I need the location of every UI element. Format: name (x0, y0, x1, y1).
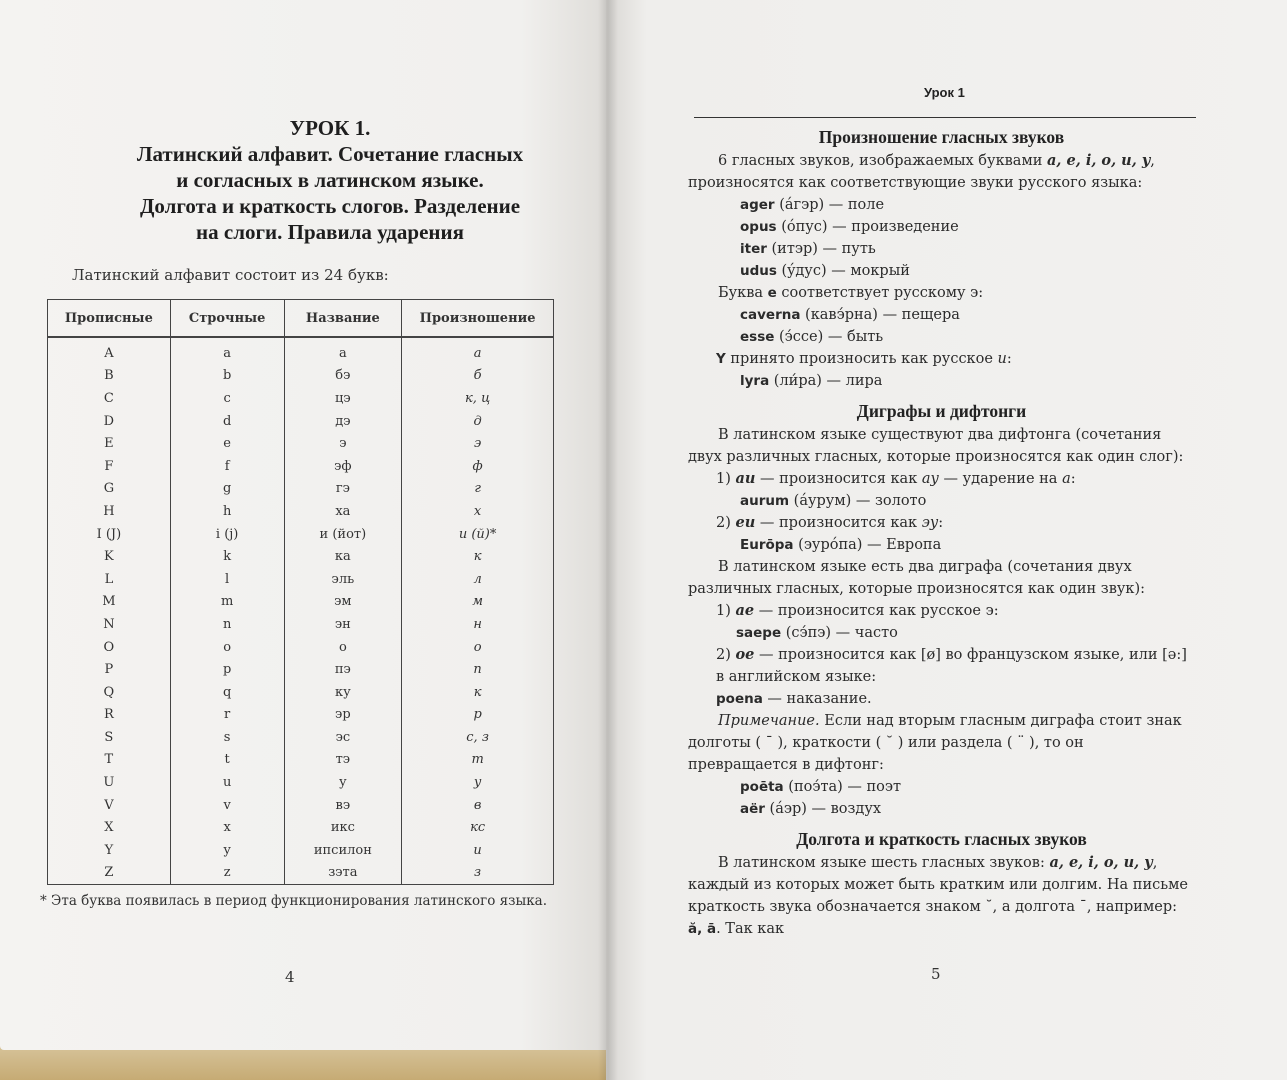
note-label: Примечание. (718, 713, 820, 729)
digraph: ae (735, 602, 755, 619)
text: — ударение на (938, 471, 1063, 487)
example-text: (áгэр) — поле (774, 197, 885, 213)
latin-word: esse (740, 329, 775, 345)
table-row (48, 681, 554, 704)
table-row (48, 455, 554, 478)
cell-lowercase: a (170, 337, 284, 365)
cell-lowercase: m (170, 591, 284, 614)
paragraph (688, 282, 1195, 304)
cell-uppercase: P (48, 658, 171, 681)
latin-word: aurum (740, 493, 790, 509)
title-line: на слоги. Правила ударения (196, 220, 464, 244)
cell-pronunciation: к (402, 545, 554, 568)
cell-lowercase: r (170, 704, 284, 727)
cell-pronunciation: в (402, 794, 554, 817)
cell-uppercase: M (48, 591, 171, 614)
table-row (48, 568, 554, 591)
table-row (48, 658, 554, 681)
cell-uppercase: H (48, 500, 171, 523)
cell-name: эр (284, 704, 402, 727)
text: Если над вторым гласным диграфа стоит знак долготы ( ¯ ), краткости ( ˘ ) или раздела ( ¨ ), то он превращается в дифтонг: (688, 713, 1182, 773)
latin-word: saepe (736, 625, 782, 641)
example (688, 304, 1195, 326)
cell-lowercase: f (170, 455, 284, 478)
example (688, 798, 1195, 820)
table-row (48, 636, 554, 659)
lesson-title (60, 115, 600, 245)
latin-word: poena (716, 691, 763, 707)
table-row (48, 771, 554, 794)
cell-lowercase: s (170, 726, 284, 749)
list-item (688, 600, 1195, 622)
cell-uppercase: R (48, 704, 171, 727)
title-line: и согласных в латинском языке. (176, 168, 484, 192)
cell-lowercase: x (170, 816, 284, 839)
cell-lowercase: e (170, 432, 284, 455)
text: 1) (716, 471, 736, 487)
note (688, 710, 1195, 776)
paragraph (688, 348, 1195, 370)
cell-uppercase: X (48, 816, 171, 839)
page-number-left: 4 (285, 968, 295, 986)
table-row (48, 478, 554, 501)
cell-uppercase: C (48, 387, 171, 410)
example (688, 534, 1195, 556)
table-row (48, 545, 554, 568)
cell-pronunciation: л (402, 568, 554, 591)
paragraph (688, 150, 1195, 194)
cell-lowercase: y (170, 839, 284, 862)
section-title-vowels: Произношение гласных звуков (818, 127, 1065, 147)
text: Буква (718, 285, 768, 301)
cell-pronunciation: н (402, 613, 554, 636)
cell-lowercase: c (170, 387, 284, 410)
cell-pronunciation: э (402, 432, 554, 455)
example-text: (ли́ра) — лира (769, 373, 883, 389)
latin-word: aër (740, 801, 765, 817)
header-name: Название (284, 300, 402, 338)
example-text: (эурóпа) — Европа (793, 537, 942, 553)
table-row (48, 591, 554, 614)
cell-pronunciation: кс (402, 816, 554, 839)
table-row (48, 816, 554, 839)
example (688, 216, 1195, 238)
section-title-length: Долгота и краткость гласных звуков (796, 829, 1087, 849)
cell-uppercase: Q (48, 681, 171, 704)
example-text: (óпус) — произведение (776, 219, 959, 235)
table-row (48, 500, 554, 523)
example-text: (поэ́та) — поэт (783, 779, 902, 795)
cell-name: эн (284, 613, 402, 636)
cell-lowercase: p (170, 658, 284, 681)
sound: и (997, 351, 1007, 367)
text: — произносится как [ø] во французском языке, или [ə:] в английском языке: (716, 647, 1187, 685)
cell-pronunciation: з (402, 862, 554, 885)
cell-uppercase: E (48, 432, 171, 455)
section-title-digraphs: Диграфы и дифтонги (856, 401, 1027, 421)
table-row (48, 704, 554, 727)
header-rule (694, 117, 1196, 118)
book-spine-shadow (598, 0, 618, 1080)
cell-name: и (йот) (284, 523, 402, 546)
left-page (0, 0, 612, 1050)
table-row (48, 337, 554, 365)
text: — произносится как (755, 471, 922, 487)
latin-word: ager (740, 197, 775, 213)
digraph: eu (735, 514, 756, 531)
paragraph (688, 852, 1195, 940)
alphabet-table-body (48, 337, 554, 885)
cell-name: ипсилон (284, 839, 402, 862)
cell-uppercase: U (48, 771, 171, 794)
cell-name: ку (284, 681, 402, 704)
example-text: (áурум) — золото (789, 493, 927, 509)
cell-uppercase: S (48, 726, 171, 749)
example-text: (сэ́пэ) — часто (781, 625, 898, 641)
title-line: Долгота и краткость слогов. Разделение (139, 194, 521, 218)
sound: а (1062, 471, 1071, 487)
example-text: (итэр) — путь (766, 241, 876, 257)
alphabet-intro: Латинский алфавит состоит из 24 букв: (72, 266, 389, 284)
text: : (938, 515, 944, 531)
title-line: Латинский алфавит. Сочетание гласных (136, 142, 524, 166)
list-item (688, 468, 1195, 490)
table-row (48, 839, 554, 862)
cell-uppercase: K (48, 545, 171, 568)
cell-lowercase: t (170, 749, 284, 772)
cell-lowercase: i (j) (170, 523, 284, 546)
table-row (48, 365, 554, 388)
cell-name: дэ (284, 410, 402, 433)
letters: a, e, i, o, u, y (1047, 152, 1151, 169)
right-page-content (688, 124, 1195, 940)
cell-uppercase: O (48, 636, 171, 659)
cell-pronunciation: к (402, 681, 554, 704)
latin-word: Eurōpa (740, 537, 794, 553)
table-row (48, 410, 554, 433)
examples: ă, ā (688, 921, 717, 937)
letter: Y (716, 351, 726, 367)
cell-pronunciation: х (402, 500, 554, 523)
cell-uppercase: I (J) (48, 523, 171, 546)
cell-uppercase: D (48, 410, 171, 433)
cell-name: эф (284, 455, 402, 478)
example (688, 194, 1195, 216)
cell-name: гэ (284, 478, 402, 501)
cell-lowercase: n (170, 613, 284, 636)
text: . Так как (716, 921, 785, 937)
paragraph: В латинском языке существуют два дифтонга (сочетания двух различных гласных, которые произносятся как один слог): (688, 427, 1184, 465)
cell-lowercase: z (170, 862, 284, 885)
cell-uppercase: V (48, 794, 171, 817)
cell-uppercase: A (48, 337, 171, 365)
cell-name: бэ (284, 365, 402, 388)
cell-lowercase: b (170, 365, 284, 388)
table-row (48, 794, 554, 817)
cell-lowercase: l (170, 568, 284, 591)
cell-uppercase: Y (48, 839, 171, 862)
cell-uppercase: Z (48, 862, 171, 885)
text: : (1070, 471, 1076, 487)
text: , произносятся как соответствующие звуки русского языка: (688, 153, 1155, 191)
latin-word: iter (740, 241, 767, 257)
text: принято произносить как русское (725, 351, 998, 367)
example (688, 688, 1195, 710)
text: , каждый из которых может быть кратким или долгим. На письме краткость звука обозначается знаком ˘, а долгота ¯, например: (688, 855, 1188, 915)
cell-pronunciation: д (402, 410, 554, 433)
text: 2) (716, 647, 736, 663)
paragraph: В латинском языке есть два диграфа (сочетания двух различных гласных, которые произносятся как один звук): (688, 559, 1146, 597)
cell-name: эс (284, 726, 402, 749)
text: соответствует русскому э: (776, 285, 984, 301)
list-item (688, 512, 1195, 534)
cell-lowercase: h (170, 500, 284, 523)
example (688, 370, 1195, 392)
cell-pronunciation: и (й)* (402, 523, 554, 546)
cell-pronunciation: о (402, 636, 554, 659)
example-text: (э́ссе) — быть (774, 329, 884, 345)
cell-pronunciation: б (402, 365, 554, 388)
cell-pronunciation: г (402, 478, 554, 501)
letters: a, e, i, o, u, y (1049, 854, 1153, 871)
cell-pronunciation: ф (402, 455, 554, 478)
table-row (48, 387, 554, 410)
header-pronunciation: Произношение (402, 300, 554, 338)
cell-name: о (284, 636, 402, 659)
example-text: (ýдус) — мокрый (776, 263, 910, 279)
example-text: (кавэ́рна) — пещера (800, 307, 960, 323)
running-head: Урок 1 (924, 85, 965, 100)
cell-name: зэта (284, 862, 402, 885)
cell-lowercase: v (170, 794, 284, 817)
example (688, 260, 1195, 282)
cell-name: эм (284, 591, 402, 614)
cell-name: эль (284, 568, 402, 591)
example (688, 622, 1195, 644)
digraph: au (735, 470, 756, 487)
latin-word: caverna (740, 307, 801, 323)
latin-word: udus (740, 263, 777, 279)
table-row (48, 523, 554, 546)
cell-lowercase: d (170, 410, 284, 433)
table-row (48, 726, 554, 749)
table-row (48, 432, 554, 455)
cell-name: у (284, 771, 402, 794)
page-number-right: 5 (931, 965, 941, 983)
text: 6 гласных звуков, изображаемых буквами (718, 153, 1047, 169)
letter: e (767, 285, 777, 301)
cell-name: э (284, 432, 402, 455)
cell-pronunciation: п (402, 658, 554, 681)
table-row (48, 862, 554, 885)
text: В латинском языке шесть гласных звуков: (718, 855, 1050, 871)
header-uppercase: Прописные (48, 300, 171, 338)
latin-word: poēta (740, 779, 784, 795)
cell-uppercase: N (48, 613, 171, 636)
title-line: УРОК 1. (289, 116, 371, 140)
cell-lowercase: q (170, 681, 284, 704)
cell-name: а (284, 337, 402, 365)
latin-word: opus (740, 219, 777, 235)
latin-word: lyra (740, 373, 770, 389)
cell-uppercase: F (48, 455, 171, 478)
cell-uppercase: G (48, 478, 171, 501)
text: 2) (716, 515, 736, 531)
example (688, 238, 1195, 260)
cell-pronunciation: а (402, 337, 554, 365)
sound: эу (921, 515, 939, 531)
header-lowercase: Строчные (170, 300, 284, 338)
cell-lowercase: k (170, 545, 284, 568)
text: — произносится как (755, 515, 922, 531)
text: 1) (716, 603, 736, 619)
example (688, 326, 1195, 348)
table-row (48, 749, 554, 772)
table-header-row (48, 300, 554, 338)
cell-lowercase: u (170, 771, 284, 794)
cell-pronunciation: у (402, 771, 554, 794)
cell-lowercase: o (170, 636, 284, 659)
cell-name: ка (284, 545, 402, 568)
example (688, 490, 1195, 512)
cell-pronunciation: к, ц (402, 387, 554, 410)
cell-name: икс (284, 816, 402, 839)
cell-pronunciation: и (402, 839, 554, 862)
cell-pronunciation: т (402, 749, 554, 772)
alphabet-table (47, 299, 554, 885)
cell-name: пэ (284, 658, 402, 681)
cell-uppercase: T (48, 749, 171, 772)
cell-name: ха (284, 500, 402, 523)
text: — произносится как русское э: (754, 603, 999, 619)
cell-name: вэ (284, 794, 402, 817)
cell-uppercase: B (48, 365, 171, 388)
text: : (1006, 351, 1012, 367)
example-text: (áэр) — воздух (764, 801, 882, 817)
digraph: oe (735, 646, 755, 663)
example (688, 776, 1195, 798)
cell-pronunciation: м (402, 591, 554, 614)
cell-uppercase: L (48, 568, 171, 591)
cell-lowercase: g (170, 478, 284, 501)
cell-name: тэ (284, 749, 402, 772)
cell-name: цэ (284, 387, 402, 410)
example-text: — наказание. (762, 691, 872, 707)
sound: ау (921, 471, 939, 487)
footnote: * Эта буква появилась в период функционирования латинского языка. (40, 893, 548, 909)
cell-pronunciation: р (402, 704, 554, 727)
table-row (48, 613, 554, 636)
cell-pronunciation: с, з (402, 726, 554, 749)
list-item (688, 644, 1195, 688)
